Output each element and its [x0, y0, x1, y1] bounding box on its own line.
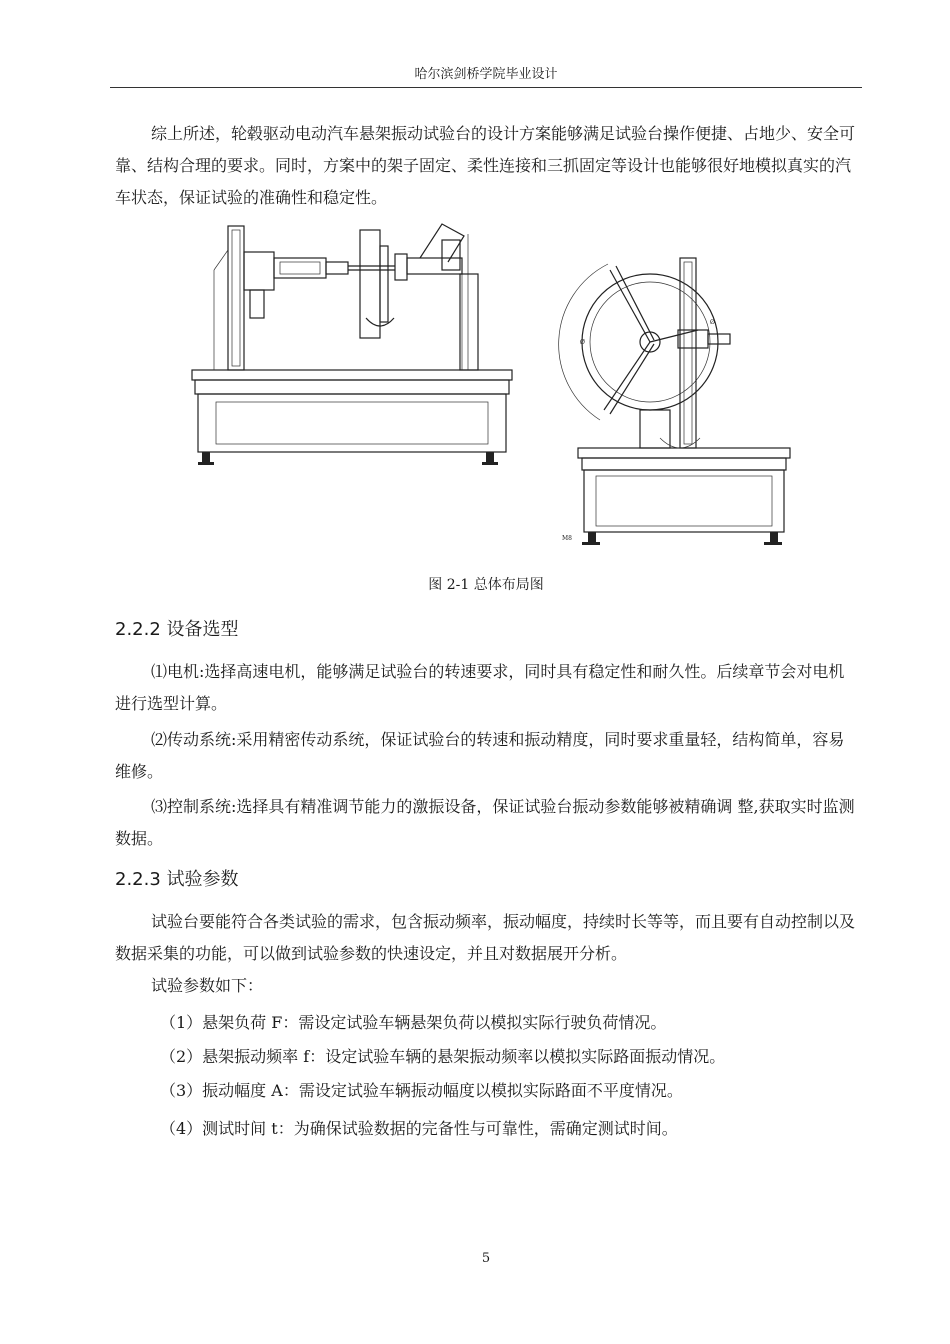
svg-text:M8: M8 [562, 535, 572, 542]
equipment-item-transmission: ⑵传动系统:采用精密传动系统，保证试验台的转速和振动精度，同时要求重量轻，结构简单，容易维修。 [115, 730, 845, 781]
section-heading-2-2-3: 2.2.3 试验参数 [115, 869, 239, 890]
test-params-lead: 试验参数如下： [151, 976, 264, 995]
section-heading-2-2-2: 2.2.2 设备选型 [115, 619, 239, 640]
header-divider [110, 87, 862, 88]
svg-text:Ø: Ø [580, 339, 585, 346]
layout-drawing-figure [180, 210, 800, 555]
svg-text:Ø: Ø [710, 319, 715, 326]
param-duration: （4）测试时间 t：为确保试验数据的完备性与可靠性，需确定测试时间。 [160, 1119, 678, 1138]
side-view-drawing [192, 224, 512, 465]
test-bench-drawing [180, 210, 800, 555]
intro-paragraph: 综上所述，轮毂驱动电动汽车悬架振动试验台的设计方案能够满足试验台操作便捷、占地少、安全可靠、结构合理的要求。同时，方案中的架子固定、柔性连接和三抓固定等设计也能够很好地模拟真实的汽车状态，保证试验的准确性和稳定性。 [115, 124, 856, 207]
equipment-item-motor: ⑴电机:选择高速电机，能够满足试验台的转速要求，同时具有稳定性和耐久性。后续章节会对电机进行选型计算。 [115, 662, 845, 713]
front-view-drawing [559, 258, 790, 545]
param-load: （1）悬架负荷 F：需设定试验车辆悬架负荷以模拟实际行驶负荷情况。 [160, 1013, 667, 1032]
param-amplitude: （3）振动幅度 A：需设定试验车辆振动幅度以模拟实际路面不平度情况。 [160, 1081, 683, 1100]
equipment-item-control: ⑶控制系统:选择具有精准调节能力的激振设备，保证试验台振动参数能够被精确调 整,获取实时监测数据。 [115, 797, 855, 848]
test-params-paragraph: 试验台要能符合各类试验的需求，包含振动频率，振动幅度，持续时长等等，而且要有自动控制以及数据采集的功能，可以做到试验参数的快速设定，并且对数据展开分析。 [115, 912, 856, 963]
page-number: 5 [481, 1251, 491, 1266]
figure-caption: 图 2-1 总体布局图 [428, 577, 544, 593]
param-frequency: （2）悬架振动频率 f：设定试验车辆的悬架振动频率以模拟实际路面振动情况。 [160, 1047, 726, 1066]
page-header: 哈尔滨剑桥学院毕业设计 [414, 67, 558, 82]
